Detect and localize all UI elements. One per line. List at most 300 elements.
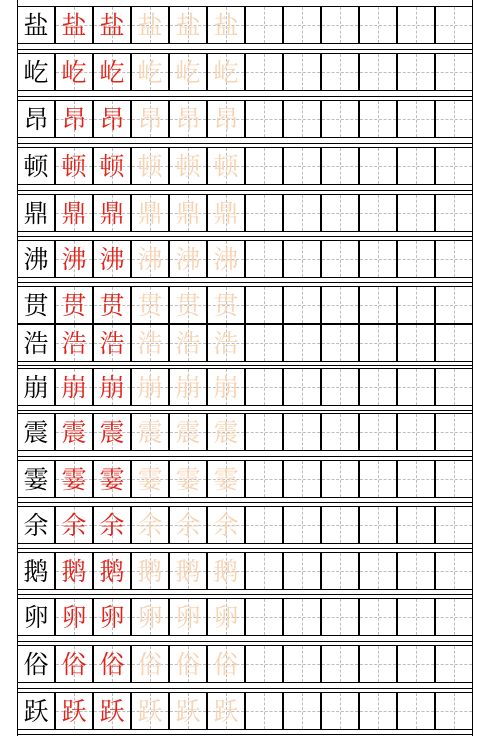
blank-practice-cell	[321, 413, 359, 451]
pale-trace-cell	[207, 100, 245, 138]
red-trace-character: 鹅	[99, 556, 125, 586]
blank-practice-cell	[283, 645, 321, 683]
guide-line-horizontal	[284, 387, 320, 388]
blank-practice-cell	[321, 286, 359, 324]
pale-trace-character: 鹅	[137, 556, 163, 586]
pale-trace-character: 屹	[137, 57, 163, 87]
guide-line-horizontal	[398, 571, 434, 572]
practice-row	[17, 100, 473, 138]
row-separator-line	[17, 143, 473, 144]
row-separator-line	[17, 96, 473, 97]
pale-trace-character: 余	[137, 510, 163, 540]
guide-line-horizontal	[398, 664, 434, 665]
blank-practice-cell	[245, 692, 283, 730]
guide-line-horizontal	[398, 343, 434, 344]
blank-practice-cell	[435, 286, 473, 324]
guide-line-horizontal	[398, 479, 434, 480]
guide-line-horizontal	[284, 664, 320, 665]
red-trace-character: 浩	[61, 328, 87, 358]
practice-row	[17, 692, 473, 730]
pale-trace-character: 跃	[137, 696, 163, 726]
pale-trace-character: 霎	[213, 464, 239, 494]
row-separator-line	[17, 734, 473, 735]
pale-trace-cell	[207, 6, 245, 44]
pale-trace-character: 鼎	[137, 198, 163, 228]
row-separator-line	[17, 410, 473, 411]
row-separator-line	[17, 502, 473, 503]
model-character-cell	[17, 413, 55, 451]
blank-practice-cell	[359, 6, 397, 44]
red-trace-character: 沸	[99, 244, 125, 274]
blank-practice-cell	[321, 6, 359, 44]
red-trace-character: 跃	[99, 696, 125, 726]
model-character: 盐	[23, 10, 49, 40]
blank-practice-cell	[397, 147, 435, 185]
pale-trace-cell	[131, 645, 169, 683]
guide-line-horizontal	[322, 213, 358, 214]
practice-row	[17, 147, 473, 185]
pale-trace-character: 余	[175, 510, 201, 540]
red-trace-cell	[93, 53, 131, 91]
guide-line-horizontal	[322, 166, 358, 167]
pale-trace-character: 鹅	[175, 556, 201, 586]
model-character: 屹	[23, 57, 49, 87]
row-separator-line	[17, 594, 473, 595]
blank-practice-cell	[435, 194, 473, 232]
blank-practice-cell	[359, 645, 397, 683]
guide-line-horizontal	[322, 432, 358, 433]
guide-line-horizontal	[360, 72, 396, 73]
blank-practice-cell	[397, 598, 435, 636]
blank-practice-cell	[321, 240, 359, 278]
pale-trace-character: 盐	[137, 10, 163, 40]
blank-practice-cell	[435, 53, 473, 91]
blank-practice-cell	[321, 692, 359, 730]
blank-practice-cell	[359, 53, 397, 91]
red-trace-character: 霎	[61, 464, 87, 494]
red-trace-character: 崩	[61, 372, 87, 402]
model-character: 崩	[23, 372, 49, 402]
practice-row	[17, 460, 473, 498]
red-trace-character: 顿	[99, 151, 125, 181]
pale-trace-cell	[131, 147, 169, 185]
pale-trace-character: 沸	[137, 244, 163, 274]
guide-line-horizontal	[360, 305, 396, 306]
red-trace-cell	[93, 100, 131, 138]
blank-practice-cell	[321, 460, 359, 498]
pale-trace-cell	[169, 368, 207, 406]
guide-line-horizontal	[436, 213, 472, 214]
pale-trace-cell	[131, 240, 169, 278]
blank-practice-cell	[283, 506, 321, 544]
guide-line-horizontal	[246, 617, 282, 618]
blank-practice-cell	[245, 598, 283, 636]
practice-row	[17, 506, 473, 544]
pale-trace-character: 屹	[213, 57, 239, 87]
blank-practice-cell	[397, 368, 435, 406]
guide-line-horizontal	[322, 343, 358, 344]
red-trace-cell	[55, 692, 93, 730]
guide-line-horizontal	[284, 213, 320, 214]
blank-practice-cell	[283, 324, 321, 362]
guide-line-horizontal	[360, 711, 396, 712]
pale-trace-cell	[169, 692, 207, 730]
guide-line-horizontal	[284, 25, 320, 26]
red-trace-character: 震	[99, 417, 125, 447]
guide-line-horizontal	[246, 664, 282, 665]
red-trace-cell	[55, 53, 93, 91]
red-trace-character: 盐	[61, 10, 87, 40]
blank-practice-cell	[435, 413, 473, 451]
guide-line-horizontal	[436, 525, 472, 526]
guide-line-horizontal	[398, 166, 434, 167]
pale-trace-character: 震	[213, 417, 239, 447]
blank-practice-cell	[245, 413, 283, 451]
model-character: 顿	[23, 151, 49, 181]
practice-row	[17, 598, 473, 636]
model-character-cell	[17, 552, 55, 590]
blank-practice-cell	[283, 100, 321, 138]
pale-trace-cell	[207, 53, 245, 91]
blank-practice-cell	[245, 286, 283, 324]
pale-trace-cell	[169, 598, 207, 636]
red-trace-cell	[93, 147, 131, 185]
pale-trace-cell	[131, 460, 169, 498]
guide-line-horizontal	[246, 343, 282, 344]
blank-practice-cell	[397, 194, 435, 232]
guide-line-horizontal	[322, 571, 358, 572]
red-trace-cell	[93, 552, 131, 590]
guide-line-horizontal	[322, 617, 358, 618]
red-trace-character: 余	[61, 510, 87, 540]
guide-line-horizontal	[322, 119, 358, 120]
pale-trace-character: 顿	[175, 151, 201, 181]
blank-practice-cell	[397, 460, 435, 498]
blank-practice-cell	[321, 324, 359, 362]
red-trace-character: 震	[61, 417, 87, 447]
pale-trace-cell	[207, 368, 245, 406]
pale-trace-cell	[131, 53, 169, 91]
blank-practice-cell	[359, 413, 397, 451]
red-trace-character: 鼎	[61, 198, 87, 228]
row-separator-line	[17, 688, 473, 689]
guide-line-horizontal	[246, 305, 282, 306]
guide-line-horizontal	[360, 664, 396, 665]
guide-line-horizontal	[322, 525, 358, 526]
guide-line-horizontal	[436, 72, 472, 73]
red-trace-character: 卵	[61, 602, 87, 632]
red-trace-character: 余	[99, 510, 125, 540]
blank-practice-cell	[359, 692, 397, 730]
pale-trace-cell	[207, 413, 245, 451]
blank-practice-cell	[397, 413, 435, 451]
pale-trace-cell	[207, 324, 245, 362]
row-separator-line	[17, 282, 473, 283]
pale-trace-cell	[131, 413, 169, 451]
guide-line-horizontal	[246, 571, 282, 572]
pale-trace-cell	[207, 692, 245, 730]
blank-practice-cell	[397, 692, 435, 730]
row-separator-line	[17, 456, 473, 457]
guide-line-horizontal	[322, 305, 358, 306]
blank-practice-cell	[245, 6, 283, 44]
guide-line-horizontal	[360, 479, 396, 480]
pale-trace-character: 浩	[175, 328, 201, 358]
guide-line-horizontal	[322, 479, 358, 480]
pale-trace-cell	[131, 100, 169, 138]
model-character: 浩	[23, 328, 49, 358]
guide-line-horizontal	[284, 119, 320, 120]
pale-trace-cell	[131, 286, 169, 324]
blank-practice-cell	[283, 692, 321, 730]
row-separator-line	[17, 641, 473, 642]
pale-trace-character: 崩	[137, 372, 163, 402]
pale-trace-cell	[169, 240, 207, 278]
guide-line-horizontal	[246, 387, 282, 388]
blank-practice-cell	[435, 6, 473, 44]
row-separator-line	[17, 236, 473, 237]
guide-line-horizontal	[436, 711, 472, 712]
red-trace-cell	[55, 240, 93, 278]
blank-practice-cell	[435, 460, 473, 498]
guide-line-horizontal	[246, 72, 282, 73]
model-character: 跃	[23, 696, 49, 726]
pale-trace-cell	[131, 368, 169, 406]
guide-line-horizontal	[322, 664, 358, 665]
pale-trace-cell	[207, 460, 245, 498]
pale-trace-cell	[131, 6, 169, 44]
blank-practice-cell	[321, 506, 359, 544]
blank-practice-cell	[283, 552, 321, 590]
guide-line-horizontal	[360, 571, 396, 572]
pale-trace-character: 昂	[175, 104, 201, 134]
guide-line-horizontal	[360, 343, 396, 344]
blank-practice-cell	[321, 147, 359, 185]
model-character-cell	[17, 368, 55, 406]
red-trace-character: 鹅	[61, 556, 87, 586]
blank-practice-cell	[283, 194, 321, 232]
practice-row	[17, 413, 473, 451]
pale-trace-character: 鼎	[213, 198, 239, 228]
pale-trace-cell	[169, 53, 207, 91]
guide-line-horizontal	[398, 72, 434, 73]
blank-practice-cell	[245, 53, 283, 91]
pale-trace-character: 屹	[175, 57, 201, 87]
guide-line-horizontal	[398, 259, 434, 260]
pale-trace-character: 跃	[175, 696, 201, 726]
pale-trace-cell	[169, 6, 207, 44]
blank-practice-cell	[435, 324, 473, 362]
pale-trace-character: 昂	[137, 104, 163, 134]
blank-practice-cell	[397, 645, 435, 683]
pale-trace-cell	[207, 598, 245, 636]
guide-line-horizontal	[398, 432, 434, 433]
blank-practice-cell	[283, 53, 321, 91]
guide-line-horizontal	[246, 213, 282, 214]
blank-practice-cell	[397, 100, 435, 138]
pale-trace-character: 贯	[175, 290, 201, 320]
red-trace-cell	[93, 506, 131, 544]
red-trace-character: 贯	[99, 290, 125, 320]
guide-line-horizontal	[360, 166, 396, 167]
guide-line-horizontal	[436, 664, 472, 665]
pale-trace-character: 顿	[213, 151, 239, 181]
blank-practice-cell	[359, 598, 397, 636]
pale-trace-character: 震	[137, 417, 163, 447]
blank-practice-cell	[283, 147, 321, 185]
blank-practice-cell	[435, 100, 473, 138]
pale-trace-cell	[169, 324, 207, 362]
blank-practice-cell	[245, 100, 283, 138]
pale-trace-character: 盐	[213, 10, 239, 40]
red-trace-character: 屹	[61, 57, 87, 87]
model-character: 卵	[23, 602, 49, 632]
model-character-cell	[17, 286, 55, 324]
blank-practice-cell	[435, 506, 473, 544]
guide-line-horizontal	[284, 259, 320, 260]
row-separator-line	[17, 365, 473, 366]
guide-line-horizontal	[246, 25, 282, 26]
guide-line-horizontal	[360, 617, 396, 618]
blank-practice-cell	[435, 692, 473, 730]
guide-line-horizontal	[284, 617, 320, 618]
model-character: 余	[23, 510, 49, 540]
pale-trace-character: 浩	[213, 328, 239, 358]
blank-practice-cell	[359, 324, 397, 362]
pale-trace-character: 沸	[213, 244, 239, 274]
guide-line-horizontal	[246, 166, 282, 167]
pale-trace-cell	[207, 506, 245, 544]
guide-line-horizontal	[284, 305, 320, 306]
guide-line-horizontal	[322, 387, 358, 388]
guide-line-horizontal	[398, 25, 434, 26]
red-trace-cell	[93, 240, 131, 278]
pale-trace-cell	[131, 506, 169, 544]
pale-trace-cell	[131, 324, 169, 362]
red-trace-cell	[55, 598, 93, 636]
guide-line-horizontal	[360, 25, 396, 26]
pale-trace-character: 昂	[213, 104, 239, 134]
pale-trace-character: 俗	[213, 649, 239, 679]
blank-practice-cell	[359, 552, 397, 590]
guide-line-horizontal	[246, 432, 282, 433]
pale-trace-character: 贯	[137, 290, 163, 320]
guide-line-horizontal	[436, 479, 472, 480]
blank-practice-cell	[397, 53, 435, 91]
red-trace-cell	[93, 368, 131, 406]
guide-line-horizontal	[436, 387, 472, 388]
practice-row	[17, 53, 473, 91]
pale-trace-cell	[207, 552, 245, 590]
model-character-cell	[17, 147, 55, 185]
blank-practice-cell	[359, 286, 397, 324]
blank-practice-cell	[359, 368, 397, 406]
blank-practice-cell	[283, 286, 321, 324]
practice-row	[17, 552, 473, 590]
pale-trace-character: 鼎	[175, 198, 201, 228]
guide-line-horizontal	[436, 305, 472, 306]
pale-trace-cell	[207, 286, 245, 324]
blank-practice-cell	[359, 147, 397, 185]
blank-practice-cell	[397, 6, 435, 44]
pale-trace-character: 霎	[175, 464, 201, 494]
guide-line-horizontal	[322, 711, 358, 712]
pale-trace-cell	[169, 506, 207, 544]
blank-practice-cell	[321, 368, 359, 406]
guide-line-horizontal	[360, 387, 396, 388]
model-character-cell	[17, 194, 55, 232]
blank-practice-cell	[321, 53, 359, 91]
row-separator-line	[17, 49, 473, 50]
red-trace-cell	[55, 645, 93, 683]
red-trace-cell	[55, 460, 93, 498]
guide-line-horizontal	[436, 166, 472, 167]
pale-trace-cell	[207, 240, 245, 278]
guide-line-horizontal	[360, 213, 396, 214]
pale-trace-cell	[131, 598, 169, 636]
model-character: 昂	[23, 104, 49, 134]
guide-line-horizontal	[398, 525, 434, 526]
red-trace-cell	[55, 506, 93, 544]
model-character: 鼎	[23, 198, 49, 228]
guide-line-horizontal	[436, 571, 472, 572]
pale-trace-character: 贯	[213, 290, 239, 320]
blank-practice-cell	[397, 240, 435, 278]
blank-practice-cell	[359, 506, 397, 544]
guide-line-horizontal	[284, 479, 320, 480]
pale-trace-character: 余	[213, 510, 239, 540]
red-trace-character: 昂	[61, 104, 87, 134]
pale-trace-cell	[169, 147, 207, 185]
model-character-cell	[17, 506, 55, 544]
red-trace-character: 跃	[61, 696, 87, 726]
blank-practice-cell	[397, 552, 435, 590]
blank-practice-cell	[435, 598, 473, 636]
blank-practice-cell	[283, 460, 321, 498]
model-character: 沸	[23, 244, 49, 274]
pale-trace-cell	[169, 460, 207, 498]
guide-line-horizontal	[246, 711, 282, 712]
red-trace-character: 屹	[99, 57, 125, 87]
guide-line-horizontal	[436, 343, 472, 344]
guide-line-horizontal	[284, 72, 320, 73]
guide-line-horizontal	[398, 213, 434, 214]
blank-practice-cell	[283, 240, 321, 278]
red-trace-cell	[93, 692, 131, 730]
model-character: 贯	[23, 290, 49, 320]
guide-line-horizontal	[284, 571, 320, 572]
guide-line-horizontal	[398, 617, 434, 618]
blank-practice-cell	[359, 194, 397, 232]
pale-trace-cell	[169, 645, 207, 683]
pale-trace-cell	[169, 194, 207, 232]
row-separator-line	[17, 190, 473, 191]
model-character: 霎	[23, 464, 49, 494]
guide-line-horizontal	[360, 259, 396, 260]
sheet-edge-line	[472, 0, 473, 736]
practice-row	[17, 368, 473, 406]
pale-trace-character: 霎	[137, 464, 163, 494]
pale-trace-cell	[169, 413, 207, 451]
red-trace-cell	[93, 598, 131, 636]
practice-row	[17, 645, 473, 683]
red-trace-character: 鼎	[99, 198, 125, 228]
red-trace-character: 俗	[99, 649, 125, 679]
pale-trace-cell	[131, 194, 169, 232]
pale-trace-cell	[131, 692, 169, 730]
guide-line-horizontal	[284, 166, 320, 167]
guide-line-horizontal	[436, 617, 472, 618]
